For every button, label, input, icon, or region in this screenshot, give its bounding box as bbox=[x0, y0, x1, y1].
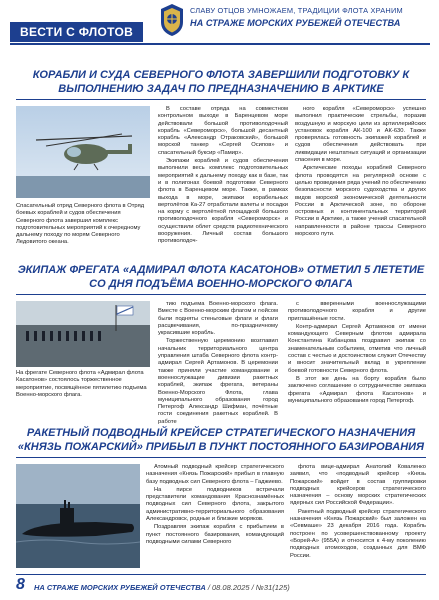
paragraph: Торжественную церемонию возглавил начальник территориального центра управления штаба Северного флота контр-адмирал Сергей Артамонов. В церемонии также приняли участие командование и военнослужащие дивизии ракетных кораблей, экипаж фрегата, ветераны Военно-Морского Флота, глава муниципального образования город Петергоф Александр Шифман, почётные гости соединения ракетных кораблей. В работе bbox=[158, 338, 278, 425]
article-3-rule bbox=[16, 457, 426, 458]
paragraph: тию подъема Военно-морского флага. Вместе с Военно-морским флагом и гюйсом были подняты стеньговые флаги и флаги расцвечивания, по-праздничному украсившие корабль. bbox=[158, 301, 278, 337]
paragraph: ного корабля «Североморск» успешно выполнил практические стрельбы, поразив воздушную и морскую цели из артиллерийских установок корабля АК-100 и АК-630. Также проверялась готовность экипажей кораблей и судов обеспечения действовать при ликвидации нештатных ситуаций и организации спасения в море. bbox=[295, 106, 426, 164]
paragraph: На пирсе подводников встречали представители командования Краснознамённых подводных сил Северного флота, закрытого административно-территориального образования Александровск, родные и близкие моряков. bbox=[146, 486, 284, 523]
paragraph: Поздравляя экипаж корабля с прибытием в пункт постоянного базирования, командующий подводными силами Северного bbox=[146, 524, 284, 545]
footer-rule bbox=[16, 574, 426, 575]
header-rule bbox=[10, 43, 430, 45]
paragraph: В этот же день на борту корабля было заключено соглашение о сотрудничестве экипажа фрегата «Адмирал флота Касатонов» и муниципального образования город Петергоф. bbox=[288, 375, 426, 404]
newspaper-name: НА СТРАЖЕ МОРСКИХ РУБЕЖЕЙ ОТЕЧЕСТВА bbox=[190, 18, 401, 28]
paragraph: флота вице-адмирал Анатолий Коваленко заявил, что «подводный крейсер «Князь Пожарский» войдет в состав группировки подводных крейсеров стратегического назначения – основу морских стратегических ядерных сил Российской Федерации». bbox=[290, 464, 426, 507]
paragraph: Атомный подводный крейсер стратегического назначения «Князь Пожарский» прибыл в главную базу подводных сил Северного флота – Гаджиево. bbox=[146, 464, 284, 485]
slogan: СЛАВУ ОТЦОВ УМНОЖАЕМ, ТРАДИЦИИ ФЛОТА ХРАНИМ bbox=[190, 6, 403, 15]
navy-emblem-icon bbox=[158, 2, 186, 38]
article-3-column-2 bbox=[146, 464, 284, 547]
article-1-rule bbox=[16, 99, 426, 100]
helicopter-photo bbox=[16, 106, 150, 198]
article-2-title: ЭКИПАЖ ФРЕГАТА «АДМИРАЛ ФЛОТА КАСАТОНОВ» ОТМЕТИЛ 5 ЛЕТЕТИЕ СО ДНЯ ПОДЪЁМА ВОЕННО-МОРСКОГО ФЛАГА bbox=[17, 264, 425, 290]
article-1-column-2 bbox=[158, 106, 288, 247]
article-1-column-3 bbox=[295, 106, 426, 239]
section-label: ВЕСТИ С ФЛОТОВ bbox=[10, 22, 143, 42]
submarine-photo bbox=[16, 464, 140, 568]
frigate-deck-photo bbox=[16, 301, 150, 367]
article-2-rule bbox=[16, 294, 426, 295]
article-1-caption: Спасательный отряд Северного флота в Отряд боевых кораблей и судов обеспечения Северного флота завершил комплекс подготовительных мероприятий к очередному дальнему походу по морям Северного Ледовитого океана. bbox=[16, 203, 145, 246]
paragraph: Экипажи кораблей и судов обеспечения выполнили весь комплекс подготовительных мероприятий к дальнему походу как в базе, так и в полигонах боевой подготовки Северного флота в Баренцевом море. Также, в рамках выхода в море, экипажи корабельных вертолётов Ка-27 отработали взлеты и посадки на корму с вертолётной площадкой большого противолодочного корабля «Североморск» и осуществили облет средств радиотехнического вооружения. Личный состав большого противолодоч- bbox=[158, 158, 288, 245]
paragraph: Ракетный подводный крейсер стратегического назначения «Князь Пожарский» был заложен на «Севмаше» 23 декабря 2016 года. Корабль построен по усовершенствованному проекту «Борей-А» (955А) и относится к 4-му поколению подводных атомоходов, созданных для ВМФ России. bbox=[290, 508, 426, 559]
article-3-title: РАКЕТНЫЙ ПОДВОДНЫЙ КРЕЙСЕР СТРАТЕГИЧЕСКОГО НАЗНАЧЕНИЯ «КНЯЗЬ ПОЖАРСКИЙ» ПРИБЫЛ В ПУНКТ ПОСТОЯННОГО БАЗИРОВАНИЯ bbox=[17, 427, 425, 453]
footer-info bbox=[34, 583, 290, 592]
paragraph: Арктические походы кораблей Северного флота проводятся на регулярной основе с целью проведения ряда учений по обеспечению безопасности морского судоходства и других видов морской экономической деятельности России в Арктической зоне, по обороне островных и континентальных территорий России в Арктике, а также учений спасательной направленности в районе трассы Северного морского пути. bbox=[295, 165, 426, 238]
article-2-caption: На фрегате Северного флота «Адмирал флота Касатонов» состоялось торжественное мероприятие, посвящённое пятилетию подъема Военно-морского флага. bbox=[16, 370, 147, 398]
page-number: 8 bbox=[16, 576, 25, 593]
article-3-column-3 bbox=[290, 464, 426, 561]
article-2-column-3 bbox=[288, 301, 426, 406]
article-1-title: КОРАБЛИ И СУДА СЕВЕРНОГО ФЛОТА ЗАВЕРШИЛИ ПОДГОТОВКУ К ВЫПОЛНЕНИЮ ЗАДАЧ ПО ПРЕДНАЗНАЧЕНИЮ В АРКТИКЕ bbox=[32, 69, 410, 95]
paragraph: В составе отряда на совместном контрольном выходе в Баренцевом море действовали большой противолодочный корабль «Североморск», большой десантный корабль «Александр Отраковский», большой морской танкер «Сергей Осипов» и спасательный буксир «Памир». bbox=[158, 106, 288, 156]
footer-date-issue: / 08.08.2025 / №31(125) bbox=[207, 583, 290, 592]
footer-paper-name: НА СТРАЖЕ МОРСКИХ РУБЕЖЕЙ ОТЕЧЕСТВА bbox=[34, 583, 206, 592]
paragraph: с вверенными военнослужащими противолодочного корабля и другие приглашённые гости. bbox=[288, 301, 426, 322]
paragraph: Контр-адмирал Сергей Артамонов от имени командующего Северным флотом адмирала Константина Кабанцова поздравил экипаж со знаменательным событием, отметив что личный состав с честью и достоинством служит Отечеству и вносит значительный вклад в укрепление боевой готовности Северного флота. bbox=[288, 323, 426, 374]
article-2-column-2 bbox=[158, 301, 278, 427]
